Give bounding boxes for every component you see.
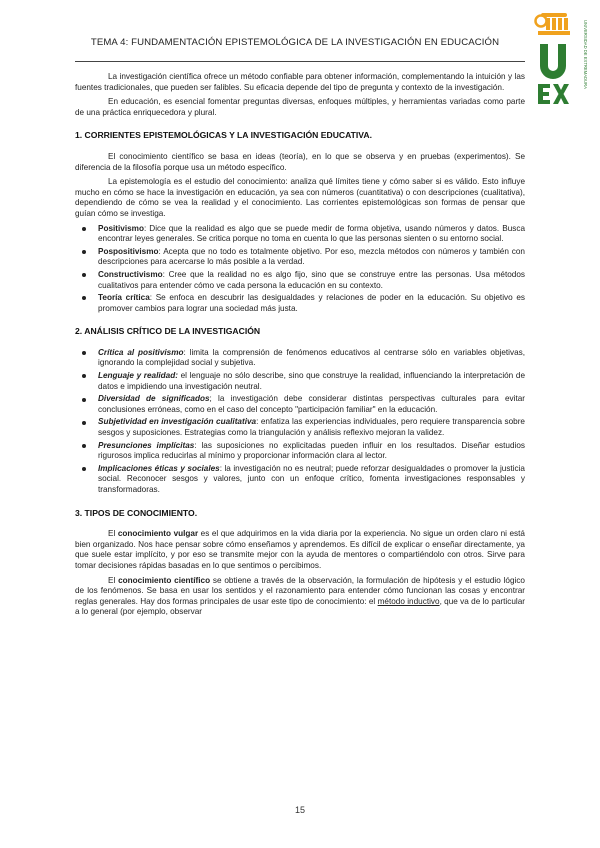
list-term: Subjetividad en investigación cualitativa [98, 417, 257, 427]
epistemological-currents-list [75, 224, 525, 315]
section-heading: 2. ANÁLISIS CRÍTICO DE LA INVESTIGACIÓN [75, 326, 261, 337]
list-item [75, 224, 525, 245]
section-paragraph [75, 529, 525, 571]
section-paragraph: La epistemología es el estudio del conocimiento: analiza qué límites tiene y cómo saber si es válido. Esto influye mucho en cómo se hace la investigación en educación, ya sea con números (cuantitativa) o con descripciones (cualitativa), dependiendo de cómo se vea la realidad y el conocimiento. Las corrientes epistemológicas son formas de pensar que guían cómo se investiga. [75, 177, 525, 218]
list-item [75, 441, 525, 462]
text-run: es el que adquirimos en la vida diaria por la experiencia. No sigue un orden claro ni está bien organizado. Nos hace pensar sobre cómo enseñamos y aprendemos. Es difícil de explicar o enseñar directamente, ya que suele estar implícito, y por eso se transmite mejor con la ayuda de mentores o compartiéndolo con otros. Sirve para tomar decisiones rápidas basadas en lo que sentimos o percibimos. [75, 529, 525, 570]
list-term: Teoría crítica [98, 293, 150, 303]
text-run: El [108, 529, 118, 539]
list-item [75, 371, 525, 392]
underlined-term: método inductivo [377, 596, 440, 606]
page-number: 15 [294, 805, 305, 815]
list-term: Constructivismo [98, 269, 163, 279]
list-text: : la investigación no es neutral; puede reforzar desigualdades o promover la justicia social. Reconocer sesgos y valores, junto con un enfoque crítico, fomenta investigaciones responsables y transformadoras. [98, 463, 525, 494]
list-text: : enfatiza las experiencias individuales, pero requiere transparencia sobre sesgos y suposiciones. Estrategias como la triangulación y análisis reflexivo mejoran la validez. [98, 417, 525, 438]
text-run: se obtiene a través de la observación, la formulación de hipótesis y el estudio lógico de los fenómenos. Se basa en usar los sentidos y el razonamiento para entender cómo funcionan las cosas y encontrar reglas generales. Hay dos formas principales de usar este tipo de conocimiento: el [75, 575, 525, 606]
document-body [75, 72, 525, 622]
list-text: : Se enfoca en descubrir las desigualdades y relaciones de poder en la educación. Su objetivo es promover cambios para lograr una sociedad más justa. [98, 293, 525, 313]
list-text: ; la investigación debe considerar distintas perspectivas culturales para evitar conclusiones erróneas, como en el caso del concepto "participación familiar" en la educación. [98, 394, 525, 414]
list-item [75, 270, 525, 291]
list-text: el lenguaje no sólo describe, sino que construye la realidad, influenciando la interpretación de datos e impidiendo una investigación neutral. [98, 371, 525, 391]
list-item [75, 247, 525, 268]
university-logo [532, 12, 592, 108]
key-term: conocimiento científico [118, 575, 211, 585]
list-item [75, 293, 525, 314]
intro-paragraph: La investigación científica ofrece un método confiable para obtener información, complementando la intuición y las fuentes tradicionales, que pueden ser falibles. Su eficacia depende del tipo de pregunta y contexto de la investigación. [75, 72, 525, 92]
logo-u-letter [540, 44, 566, 79]
header-title: TEMA 4: FUNDAMENTACIÓN EPISTEMOLÓGICA DE LA INVESTIGACIÓN EN EDUCACIÓN [90, 37, 500, 48]
logo-columns-icon [536, 13, 571, 35]
list-term: Diversidad de significados [98, 394, 210, 404]
section-paragraph [75, 576, 525, 618]
list-term: Presunciones implícitas [98, 440, 195, 450]
key-term: conocimiento vulgar [117, 529, 199, 539]
section-paragraph: El conocimiento científico se basa en ideas (teoría), en lo que se observa y en pruebas (experimentos). Se diferencia de la filosofía porque usa un método específico. [75, 151, 525, 172]
list-term: Pospositivismo [98, 246, 159, 256]
list-text: : Cree que la realidad no es algo fijo, sino que se construye entre las personas. Usa métodos cualitativos para entender cómo ve cada persona la educación en su contexto. [98, 269, 525, 290]
logo-ex-letters [538, 84, 569, 104]
list-text: : limita la comprensión de fenómenos educativos al centrarse sólo en variables objetivas, ignorando la complejidad social y subjetiva. [98, 347, 525, 368]
list-item [75, 464, 525, 496]
text-run: , que va de lo particular a lo general (por ejemplo, observar [75, 596, 526, 617]
critical-analysis-list [75, 348, 525, 496]
list-term: Crítica al positivismo [98, 347, 184, 357]
section-heading: 3. TIPOS DE CONOCIMIENTO. [75, 507, 198, 518]
header-rule [75, 61, 525, 62]
list-term: Lenguaje y realidad: [98, 371, 178, 381]
list-text: : Acepta que no todo es totalmente objetivo. Por eso, mezcla métodos con números y también con descripciones para acercarse lo más posible a la verdad. [98, 246, 525, 267]
text-run: El [108, 575, 119, 585]
intro-paragraph: En educación, es esencial fomentar preguntas diversas, enfoques múltiples, y herramientas variadas como parte de una práctica enriquecedora y plural. [75, 97, 525, 117]
list-item [75, 348, 525, 369]
list-text: : Dice que la realidad es algo que se puede medir de forma objetiva, usando números y datos. Busca encontrar leyes generales. Se critica porque no toma en cuenta lo que las personas sienten o su entorno social. [98, 223, 525, 244]
list-term: Implicaciones éticas y sociales [98, 463, 220, 473]
section-heading: 1. CORRIENTES EPISTEMOLÓGICAS Y LA INVESTIGACIÓN EDUCATIVA. [75, 130, 372, 141]
list-term: Positivismo [98, 223, 144, 233]
list-item [75, 394, 525, 415]
list-text: : las suposiciones no explicitadas pueden influir en los resultados. Diseñar estudios rigurosos implica reducirlas al mínimo y proporcionar información clara al lector. [98, 440, 525, 461]
list-item [75, 417, 525, 438]
logo-vertical-text: UNIVERSIDAD DE EXTREMADURA [583, 20, 588, 89]
